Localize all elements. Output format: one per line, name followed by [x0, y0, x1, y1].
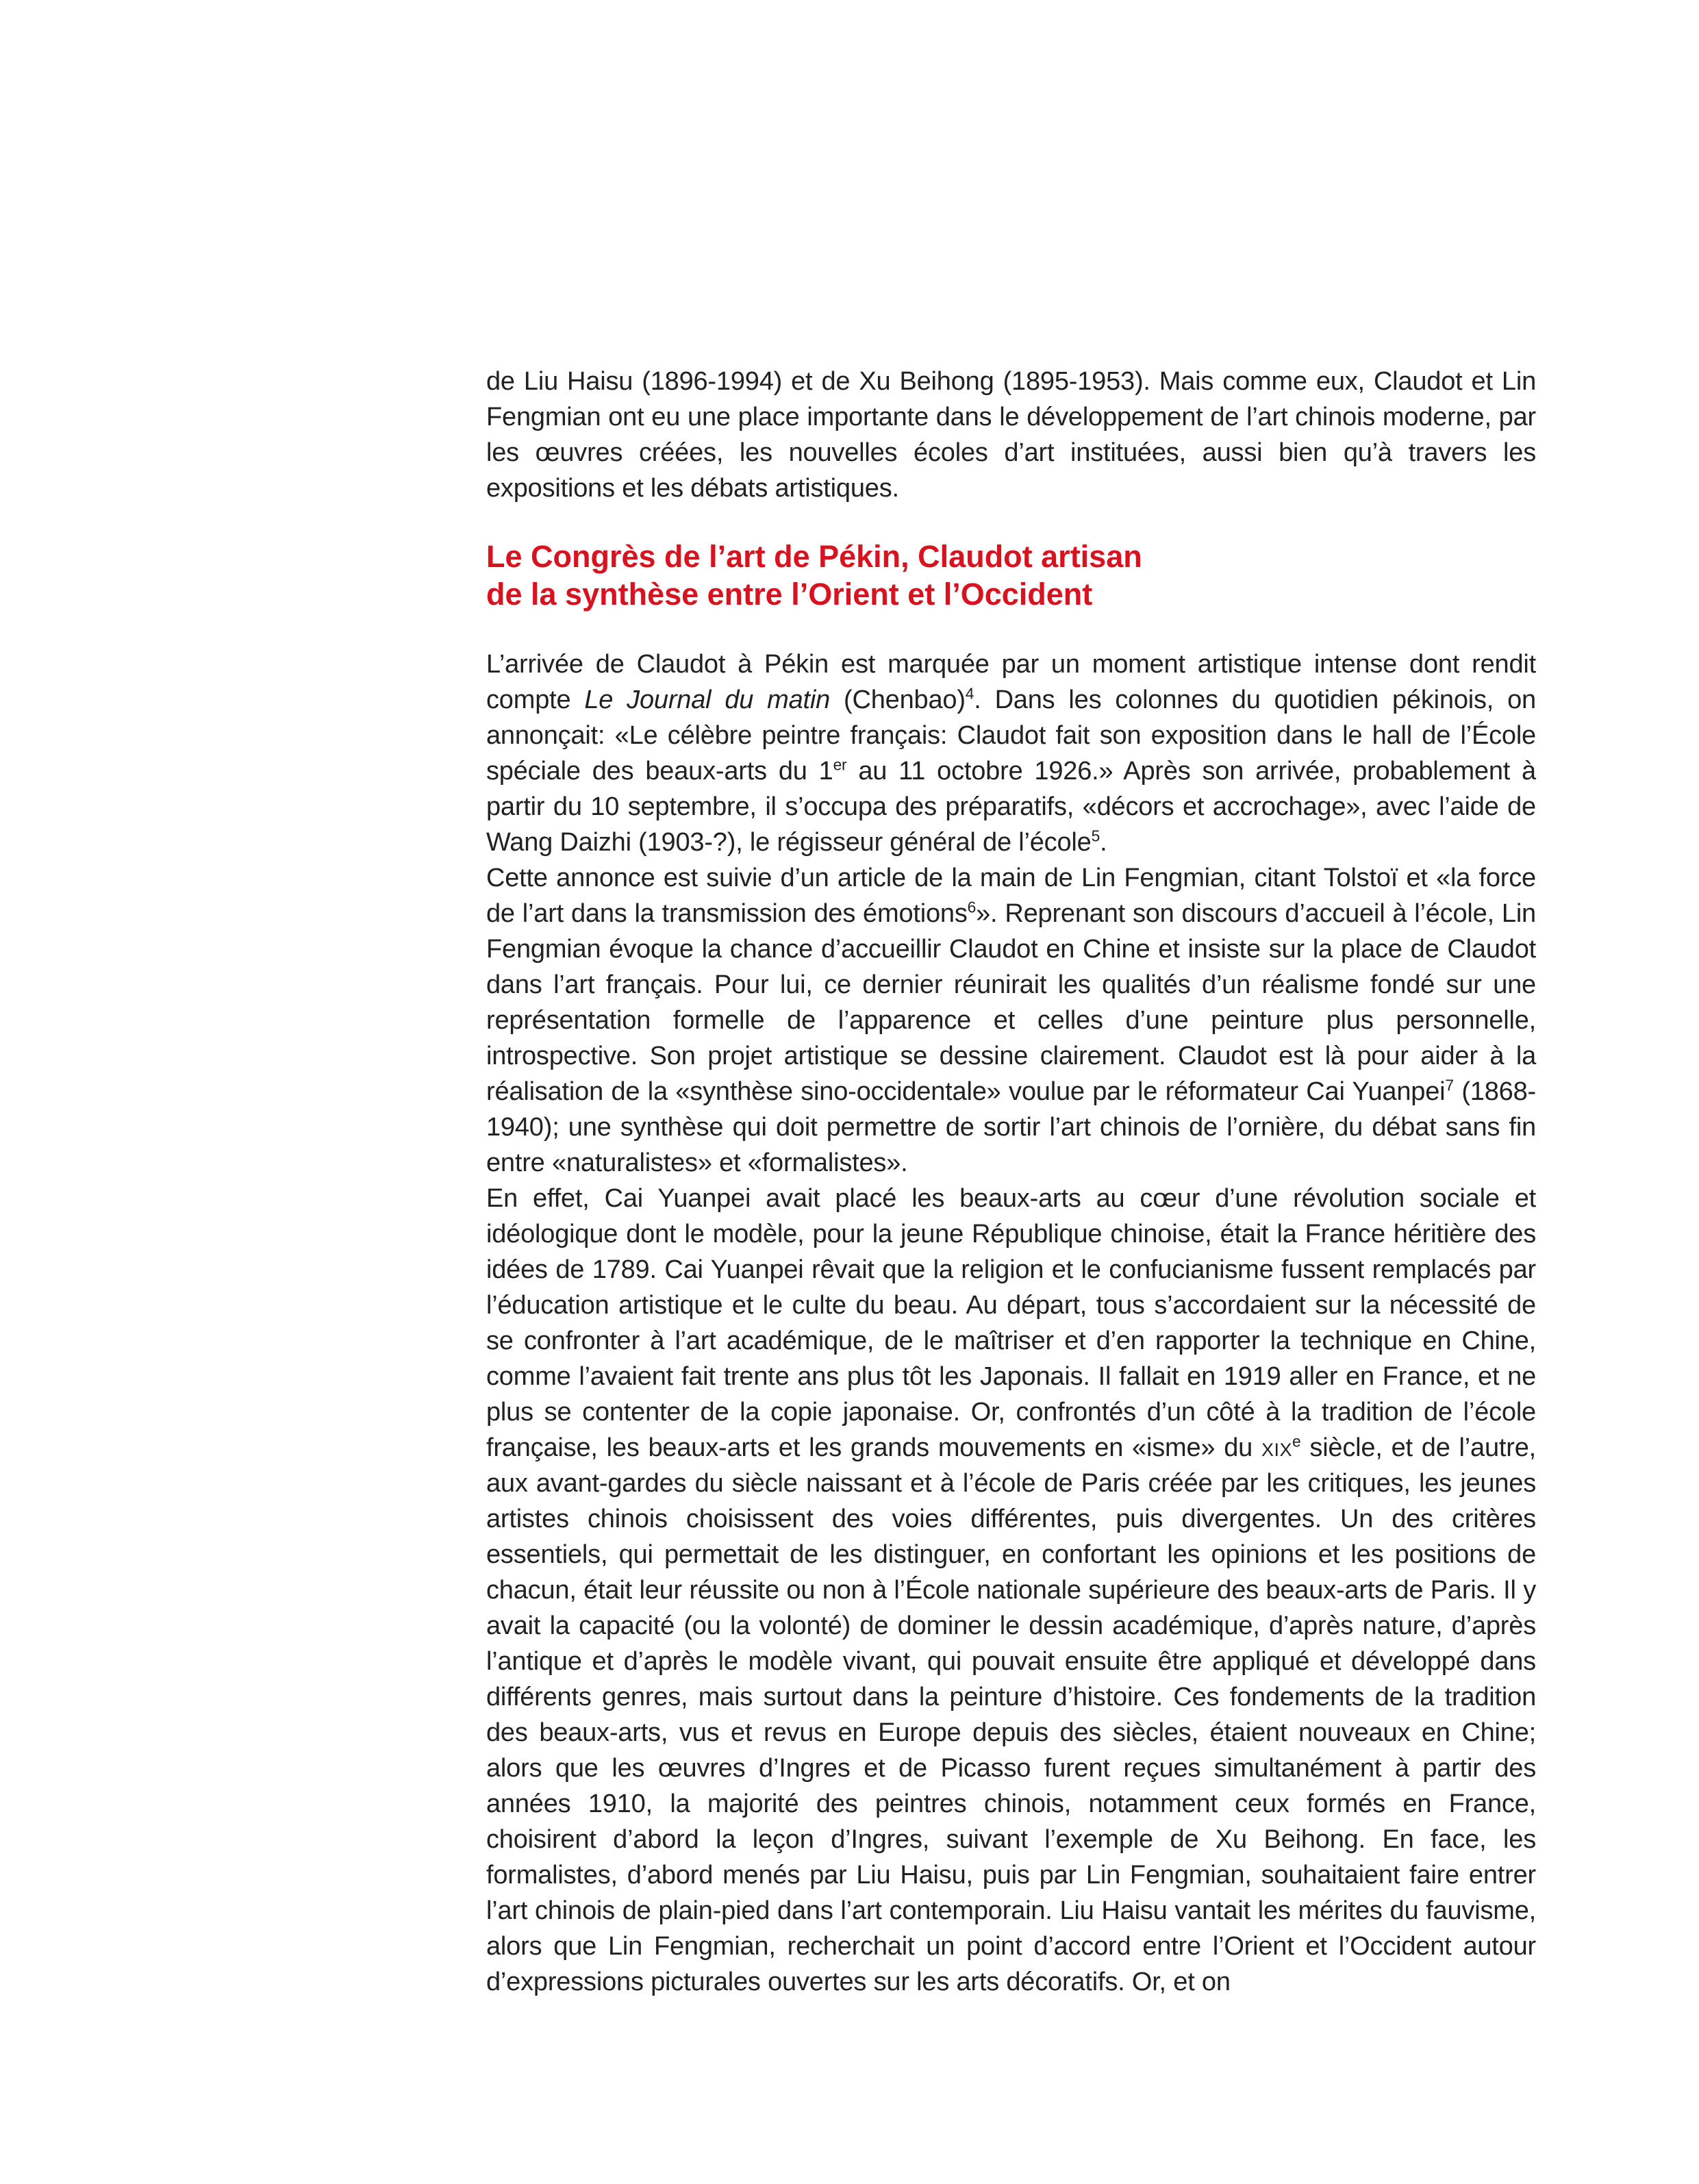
text-run: (Chenbao)	[830, 686, 966, 714]
text-run: Cette annonce est suivie d’un article de la main de Lin Fengmian, citant Tolstoï et «la force de l’art dans la transmission des émotions	[486, 864, 1536, 928]
century-smallcaps: xix	[1261, 1433, 1293, 1462]
paragraph-intro	[486, 364, 1536, 506]
text-run: L’arrivée de Claudot à Pékin est marquée par un moment artistique intense dont rendit compte	[486, 650, 1536, 714]
section-heading	[486, 538, 1536, 613]
section-heading-line-2: de la synthèse entre l’Orient et l’Occident	[486, 577, 1093, 612]
text-run: (1868-1940); une synthèse qui doit permettre de sortir l’art chinois de l’ornière, du débat sans fin entre «naturalistes» et «formalistes».	[486, 1077, 1536, 1177]
text-run: En effet, Cai Yuanpei avait placé les beaux-arts au cœur d’une révolution sociale et idéologique dont le modèle, pour la jeune République chinoise, était la France héritière des idées de 1789. Cai Yuanpei rêvait que la religion et le confucianisme fussent remplacés par l’éducation artistique et le culte du beau. Au départ, tous s’accordaient sur la nécessité de se confronter à l’art académique, de le maîtriser et d’en rapporter la technique en Chine, comme l’avaient fait trente ans plus tôt les Japonais. Il fallait en 1919 aller en France, et ne plus se contenter de la copie japonaise. Or, confrontés d’un côté à la tradition de l’école française, les beaux-arts et les grands mouvements en «isme» du	[486, 1184, 1536, 1462]
paragraph-arrivee-pekin	[486, 647, 1536, 860]
paragraph-cai-yuanpei-beaux-arts	[486, 1181, 1536, 2000]
journal-title-italic: Le Journal du matin	[584, 686, 831, 714]
text-run: . Dans les colonnes du quotidien pékinois, on annonçait: «Le célèbre peintre français: Claudot fait son exposition dans le hall de l’École spéciale des beaux-arts du 1	[486, 686, 1536, 786]
ordinal-superscript: er	[833, 755, 847, 774]
section-heading-line-1: Le Congrès de l’art de Pékin, Claudot artisan	[486, 539, 1142, 574]
footnote-ref-7: 7	[1445, 1076, 1454, 1094]
text-run: siècle, et de l’autre, aux avant-gardes du siècle naissant et à l’école de Paris créée par les critiques, les jeunes artistes chinois choisissent des voies différentes, puis divergentes. Un des critères essentiels, qui permettait de les distinguer, en confortant les opinions et les positions de chacun, était leur réussite ou non à l’École nationale supérieure des beaux-arts de Paris. Il y avait la capacité (ou la volonté) de dominer le dessin académique, d’après nature, d’après l’antique et d’après le modèle vivant, qui pouvait ensuite être appliqué et développé dans différents genres, mais surtout dans la peinture d’histoire. Ces fondements de la tradition des beaux-arts, vus et revus en Europe depuis des siècles, étaient nouveaux en Chine; alors que les œuvres d’Ingres et de Picasso furent reçues simultanément à partir des années 1910, la majorité des peintres chinois, notamment ceux formés en France, choisirent d’abord la leçon d’Ingres, suivant l’exemple de Xu Beihong. En face, les formalistes, d’abord menés par Liu Haisu, puis par Lin Fengmian, souhaitaient faire entrer l’art chinois de plain-pied dans l’art contemporain. Liu Haisu vantait les mérites du fauvisme, alors que Lin Fengmian, recherchait un point d’accord entre l’Orient et l’Occident autour d’expressions picturales ouvertes sur les arts décoratifs. Or, et on	[486, 1433, 1536, 1996]
footnote-ref-5: 5	[1091, 827, 1100, 845]
text-run: ». Reprenant son discours d’accueil à l’école, Lin Fengmian évoque la chance d’accueillir Claudot en Chine et insiste sur la place de Claudot dans l’art français. Pour lui, ce dernier réunirait les qualités d’un réalisme fondé sur une représentation formelle de l’apparence et celles d’une peinture plus personnelle, introspective. Son projet artistique se dessine clairement. Claudot est là pour aider à la réalisation de la «synthèse sino-occidentale» voulue par le réformateur Cai Yuanpei	[486, 899, 1536, 1106]
text-run: .	[1100, 828, 1107, 857]
text-run: de Liu Haisu (1896-1994) et de Xu Beihong (1895-1953). Mais comme eux, Claudot et Lin Fengmian ont eu une place importante dans le développement de l’art chinois moderne, par les œuvres créées, les nouvelles écoles d’art instituées, aussi bien qu’à travers les expositions et les débats artistiques.	[486, 367, 1536, 503]
century-superscript: e	[1292, 1432, 1301, 1451]
footnote-ref-4: 4	[965, 684, 974, 703]
footnote-ref-6: 6	[967, 898, 977, 916]
article-body	[486, 364, 1536, 2000]
text-run: au 11 octobre 1926.» Après son arrivée, probablement à partir du 10 septembre, il s’occupa des préparatifs, «décors et accrochage», avec l’aide de Wang Daizhi (1903-?), le régisseur général de l’école	[486, 757, 1536, 857]
paragraph-annonce-lin-fengmian	[486, 860, 1536, 1181]
